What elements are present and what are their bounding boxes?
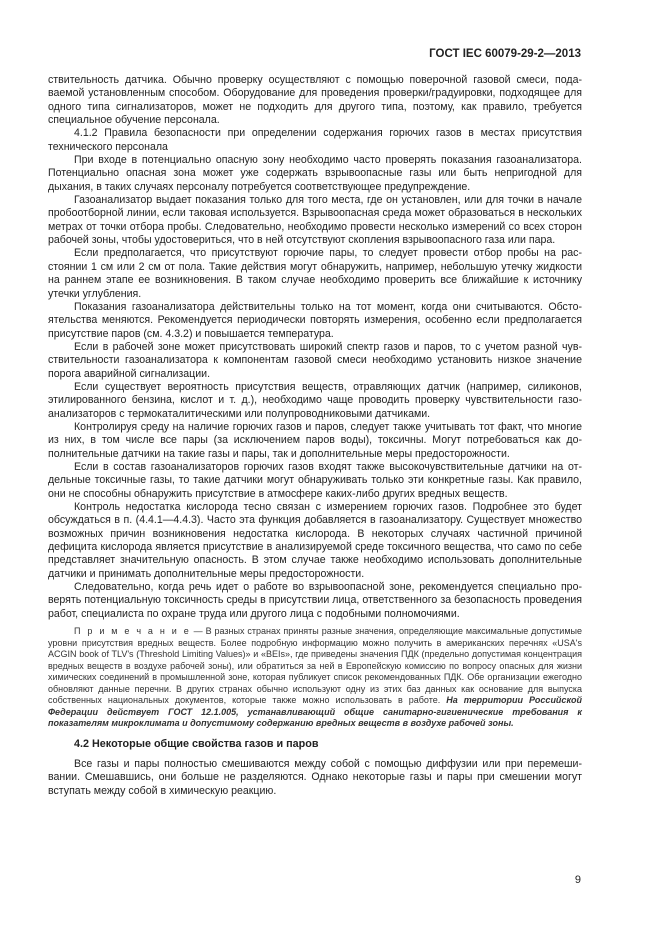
- paragraph: Следовательно, когда речь идет о работе во взрывоопасной зоне, рекомендуется специально проверять потенциальную токсичность среды в присутствии лица, ответственного за безопасность проведения работ, специалиста по охране труда или другого лица с подобными полномочиями.: [48, 581, 582, 620]
- paragraph-continuation: ствительность датчика. Обычно проверку осуществляют с помощью поверочной газовой смеси, подаваемой установленным способом. Оборудование для проведения проверки/градуировки, подходящее для одного типа сигнализаторов, может не подходить для другого типа, поэтому, как правило, требуется специальное обучение персонала.: [48, 74, 582, 127]
- section-title: 4.2 Некоторые общие свойства газов и паров: [74, 737, 319, 750]
- paragraph: Показания газоанализатора действительны только на тот момент, когда они считываются. Обстоятельства меняются. Рекомендуется периодически повторять измерения, особенно если предполагается присутствие паров (см. 4.3.2) и повышается температура.: [48, 300, 582, 340]
- paragraph: При входе в потенциально опасную зону необходимо часто проверять показания газоанализатора. Потенциально опасная зона может уже содержать взрывоопасные газы или быть непригодной для дыхания, в таких случаях персоналу потребуется соответствующее предупреждение.: [48, 154, 582, 193]
- subclause-heading: 4.1.2 Правила безопасности при определении содержания горючих газов в местах присутствия технического персонала: [48, 127, 582, 153]
- page-number: 9: [574, 874, 581, 886]
- paragraph: Газоанализатор выдает показания только для того места, где он установлен, или для точки в начале пробоотборной линии, если таковая используется. Взрывоопасная среда может образоваться в нескольких метрах от точки отбора пробы. Следовательно, необходимо провести несколько измерений со всех сторон рабочей зоны, чтобы удостовериться, что в ней отсутствуют скопления взрывоопасного газа или пара.: [48, 194, 582, 247]
- note-emphasis: На территории Российской Федерации действует ГОСТ 12.1.005, устанавливающий общие санитарно-гигиенические требования к показателям микроклимата и допустимому содержанию вредных веществ в воздухе рабочей зоны.: [48, 695, 582, 729]
- paragraph: Контроль недостатка кислорода тесно связан с измерением горючих газов. Подробнее это будет обсуждаться в п. (4.4.1—4.4.3). Часто эта функция добавляется в газоанализатору. Существует множество возможных причин возникновения недостатка кислорода. В некоторых случаях частичной причиной дефицита кислорода является присутствие в анализируемой среде токсичного вещества, что само по себе представляет значительную опасность. В этом случае также необходимо использовать дополнительные датчики и принимать дополнительные меры предосторожности.: [48, 501, 582, 580]
- paragraph: Контролируя среду на наличие горючих газов и паров, следует также учитывать тот факт, что многие из них, в том числе все пары (за исключением паров воды), токсичны. Могут потребоваться как дополнительные датчики на такие газы и пары, так и дополнительные меры предосторожности.: [48, 420, 582, 460]
- note-text: — В разных странах приняты разные значения, определяющие максимальные допустимые уровни присутствия вредных веществ. Более подробную информацию можно получить в американских перечнях «USA's ACGIN book of TLV's (Threshold Limiting Values)» и «BEIs», где приведены значения ПДК (предельно допустимая концентрация вредных веществ в воздухе рабочей зоны), или обратиться за ней в Европейскую комиссию по вопросу опасных для жизни химических соединений в промышленной зоне, которая публикует список рекомендованных ПДК. Обе организации ежегодно обновляют данные перечни. В других странах обычно используют одну из этих баз данных как основание для выпуска собственных национальных документов, которые также можно использовать в работе.: [48, 626, 582, 706]
- note-label: П р и м е ч а н и е: [74, 626, 191, 637]
- page-body: [48, 74, 582, 798]
- document-header: ГОСТ IEC 60079-29-2—2013: [429, 48, 581, 60]
- note: [48, 626, 582, 730]
- paragraph: Если предполагается, что присутствуют горючие пары, то следует провести отбор пробы на расстоянии 1 см или 2 см от пола. Такие действия могут обнаружить, например, небольшую утечку жидкости на раннем этапе ее возникновения. В таком случае необходимо проверить все ближайшие к источнику утечки углубления.: [48, 247, 582, 300]
- paragraph: Если в состав газоанализаторов горючих газов входят также высокочувствительные датчики на отдельные токсичные газы, то такие датчики могут обнаруживать только эти конкретные газы. Как правило, они не способны обнаружить присутствие в атмосфере каких-либо других вредных веществ.: [48, 460, 582, 500]
- section-paragraph: Все газы и пары полностью смешиваются между собой с помощью диффузии или при перемешивании. Смешавшись, они больше не разделяются. Однако некоторые газы и пары при смешении могут вступать между собой в химическую реакцию.: [48, 757, 582, 797]
- paragraph: Если в рабочей зоне может присутствовать широкий спектр газов и паров, то с учетом разной чувствительности газоанализатора к компонентам газовой смеси необходимо установить низкое значение порога аварийной сигнализации.: [48, 340, 582, 380]
- paragraph: Если существует вероятность присутствия веществ, отравляющих датчик (например, силиконов, этилированного бензина, кислот и т. д.), необходимо чаще проводить проверку чувствительности газоанализаторов с термокаталитическими или полупроводниковыми датчиками.: [48, 380, 582, 420]
